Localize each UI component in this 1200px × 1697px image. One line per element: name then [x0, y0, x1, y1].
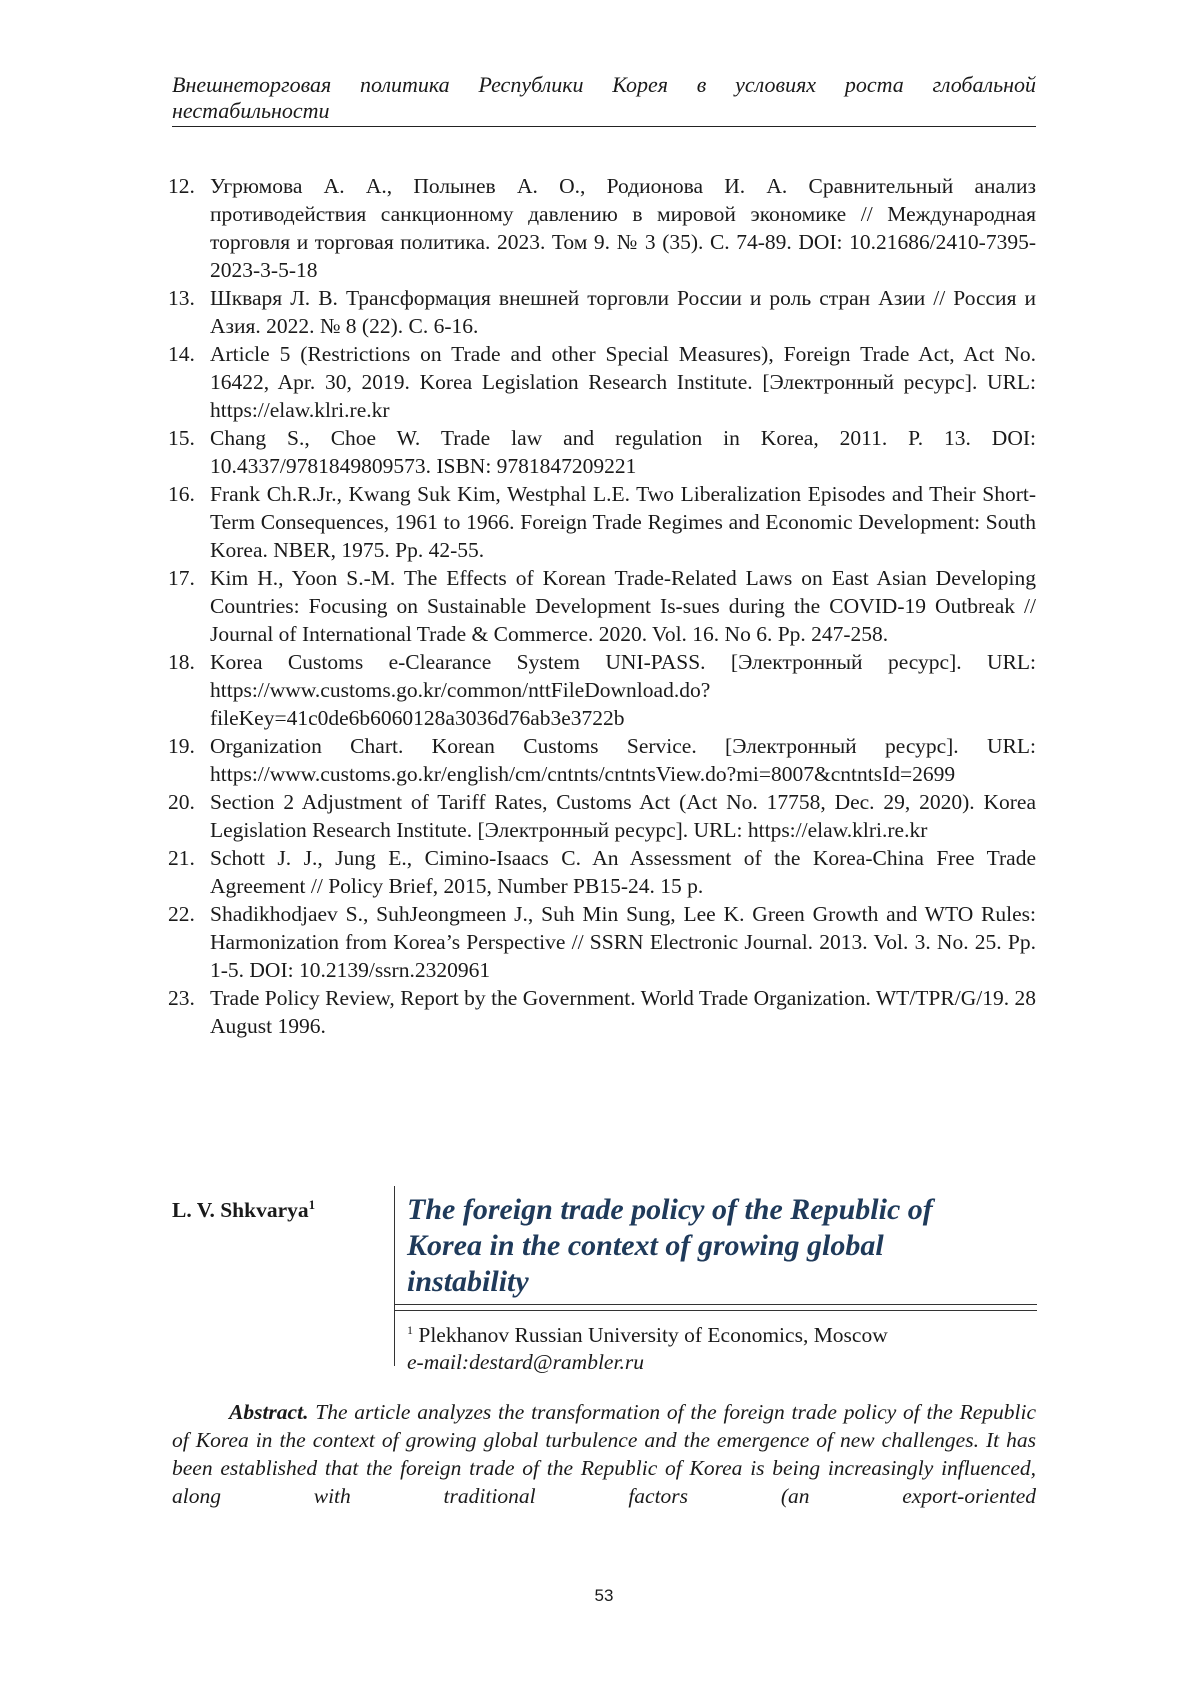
reference-number: 16. [168, 482, 195, 506]
reference-item [168, 844, 1036, 900]
author-affiliation-mark: 1 [308, 1197, 316, 1212]
running-title-line1: Внешнеторговая политика Республики Корея в условиях роста глобальной [172, 72, 1036, 97]
reference-text: Угрюмова А. А., Полынев А. О., Родионова И. А. Сравнительный анализ противодействия санкционному давлению в мировой экономике // Международная торговля и торговая политика. 2023. Том 9. № 3 (35). С. 74-89. DOI: 10.21686/2410-7395-2023-3-5-18 [210, 174, 1036, 282]
reference-number: 21. [168, 846, 195, 870]
reference-list [168, 172, 1036, 1040]
reference-number: 13. [168, 286, 195, 310]
reference-item [168, 648, 1036, 732]
page-number: 53 [594, 1586, 614, 1605]
reference-text: Chang S., Choe W. Trade law and regulation in Korea, 2011. P. 13. DOI: 10.4337/9781849809573. ISBN: 9781847209221 [210, 426, 1036, 478]
reference-item [168, 340, 1036, 424]
author-name-text: L. V. Shkvarya [172, 1198, 309, 1223]
abstract-label: Abstract. [229, 1400, 309, 1424]
reference-text: Trade Policy Review, Report by the Government. World Trade Organization. WT/TPR/G/19. 28 August 1996. [210, 986, 1036, 1038]
reference-text: Schott J. J., Jung E., Cimino-Isaacs C. An Assessment of the Korea-China Free Trade Agreement // Policy Brief, 2015, Number PB15-24. 15 p. [210, 846, 1036, 898]
reference-item [168, 984, 1036, 1040]
author-name [172, 1197, 315, 1223]
reference-number: 18. [168, 650, 195, 674]
reference-number: 14. [168, 342, 195, 366]
reference-item [168, 900, 1036, 984]
reference-item [168, 732, 1036, 788]
reference-item [168, 564, 1036, 648]
author-email: e-mail:destard@rambler.ru [407, 1350, 644, 1374]
article-title-block [394, 1186, 1037, 1374]
reference-number: 22. [168, 902, 195, 926]
reference-number: 17. [168, 566, 195, 590]
reference-number: 15. [168, 426, 195, 450]
reference-text: Article 5 (Restrictions on Trade and other Special Measures), Foreign Trade Act, Act No. 16422, Apr. 30, 2019. Korea Legislation Research Institute. [Электронный ресурс]. URL: https://elaw.klri.re.kr [210, 342, 1036, 422]
abstract-text: The article analyzes the transformation of the foreign trade policy of the Republic of Korea in the context of growing global turbulence and the emergence of new challenges. It has been established that the foreign trade of the Republic of Korea is being increasingly influenced, along with traditional factors (an export-oriented [172, 1400, 1037, 1508]
reference-item [168, 788, 1036, 844]
abstract [172, 1398, 1036, 1510]
reference-text: Korea Customs e-Clearance System UNI-PASS. [Электронный ресурс]. URL: https://www.customs.go.kr/common/nttFileDownload.do?fileKey=41c0de6b6060128a3036d76ab3e3722b [210, 650, 1036, 730]
reference-item [168, 172, 1036, 284]
reference-text: Шкваря Л. В. Трансформация внешней торговли России и роль стран Азии // Россия и Азия. 2022. № 8 (22). С. 6-16. [210, 286, 1036, 338]
reference-number: 23. [168, 986, 195, 1010]
running-title-line2: нестабильности [172, 98, 330, 123]
affiliation-text: Plekhanov Russian University of Economics, Moscow [418, 1323, 888, 1347]
reference-item [168, 424, 1036, 480]
title-divider [395, 1304, 1037, 1311]
running-header [172, 72, 1036, 127]
reference-number: 19. [168, 734, 195, 758]
affiliation-mark: 1 [407, 1323, 413, 1337]
reference-text: Kim H., Yoon S.-M. The Effects of Korean Trade-Related Laws on East Asian Developing Countries: Focusing on Sustainable Development Is-sues during the COVID-19 Outbreak // Journal of International Trade & Commerce. 2020. Vol. 16. No 6. Pp. 247-258. [210, 566, 1036, 646]
affiliation [407, 1317, 1037, 1349]
reference-text: Shadikhodjaev S., SuhJeongmeen J., Suh Min Sung, Lee K. Green Growth and WTO Rules: Harmonization from Korea’s Perspective // SSRN Electronic Journal. 2013. Vol. 3. No. 25. Pp. 1-5. DOI: 10.2139/ssrn.2320961 [210, 902, 1036, 982]
reference-text: Organization Chart. Korean Customs Service. [Электронный ресурс]. URL: https://www.customs.go.kr/english/cm/cntnts/cntntsView.do?mi=8007&cntntsId=2699 [210, 734, 1036, 786]
reference-text: Frank Ch.R.Jr., Kwang Suk Kim, Westphal L.E. Two Liberalization Episodes and Their Short-Term Consequences, 1961 to 1966. Foreign Trade Regimes and Economic Development: South Korea. NBER, 1975. Pp. 42-55. [210, 482, 1036, 562]
reference-number: 12. [168, 174, 195, 198]
reference-item [168, 284, 1036, 340]
reference-text: Section 2 Adjustment of Tariff Rates, Customs Act (Act No. 17758, Dec. 29, 2020). Korea Legislation Research Institute. [Электронный ресурс]. URL: https://elaw.klri.re.kr [210, 790, 1036, 842]
article-title: The foreign trade policy of the Republic of Korea in the context of growing global instability [407, 1193, 933, 1298]
reference-item [168, 480, 1036, 564]
reference-number: 20. [168, 790, 195, 814]
